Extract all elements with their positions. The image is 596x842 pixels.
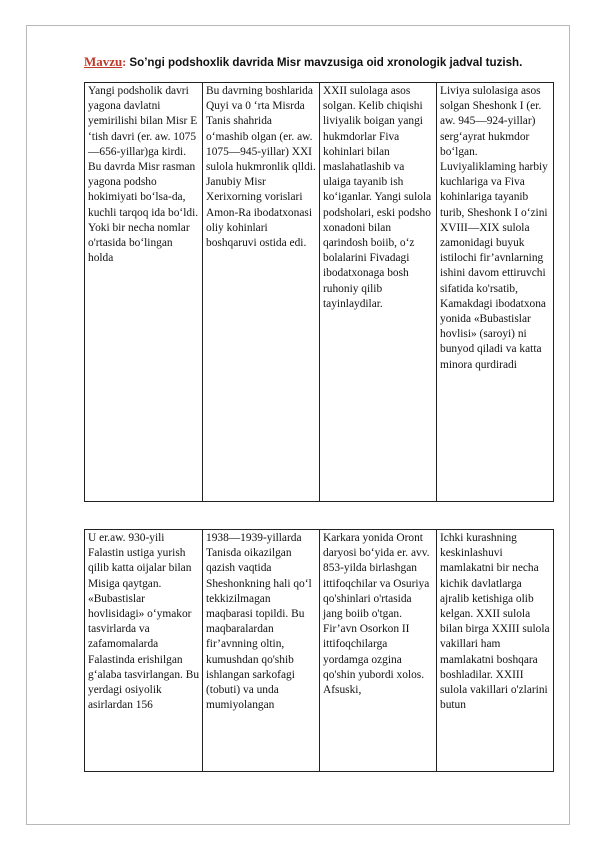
table-row <box>85 83 554 502</box>
topic-title: So’ngi podshoxlik davrida Misr mavzusiga oid xronologik jadval tuzish. <box>126 56 523 69</box>
table-cell: Yangi podsholik davri yagona davlatni yemirilishi bilan Misr E ‘tish davri (er. aw. 1075—656-yillar)ga kirdi. Bu davrda Misr rasman yagona podsho hokimiyati bo‘lsa-da, kuchli tarqoq ida bo‘ldi. Yoki bir necha nomlar o'rtasida bo‘lingan holda <box>85 83 203 502</box>
table-cell: U er.aw. 930-yili Falastin ustiga yurish qilib katta oijalar bilan Misiga qaytgan. «Bubastislar hovlisidagi» o‘ymakor tasvirlarda va zafamomalarda Falastinda erishilgan g‘alaba tasvirlangan. Bu yerdagi osiyolik asirlardan 156 <box>85 530 203 772</box>
chronology-table-1 <box>84 82 554 502</box>
table-cell: Liviya sulolasiga asos solgan Sheshonk I (er. aw. 945—924-yillar) serg‘ayrat hukmdor bo‘lgan. Luviyaliklaming harbiy kuchlariga va Fiva kohinlariga tayanib turib, Sheshonk I o‘zini XVIII—XIX sulola zamonidagi buyuk istilochi fir’avnlarning ishini davom ettiruvchi sifatida ko'rsatib, Kamakdagi ibodatxona yonida «Bubastislar hovlisi» (saroyi) ni bunyod qiladi va katta minora qurdiradi <box>437 83 554 502</box>
table-cell: Karkara yonida Oront daryosi bo‘yida er. avv. 853-yilda birlashgan ittifoqchilar va Osuriya qo'shinlari o'rtasida jang boiib o'tgan. Fir’avn Osorkon II ittifoqchilarga yordamga ozgina qo'shin yubordi xolos. Afsuski, <box>320 530 437 772</box>
table-cell: Bu davrning boshlarida Quyi va 0 ‘rta Misrda Tanis shahrida o‘mashib olgan (er. aw. 1075—945-yillar) XXI sulola hukmronlik qlldi. Janubiy Misr Xerixorning vorislari Amon-Ra ibodatxonasi oliy kohinlari boshqaruvi ostida edi. <box>203 83 320 502</box>
table-cell: XXII sulolaga asos solgan. Kelib chiqishi liviyalik boigan yangi hukmdorlar Fiva kohinlari bilan maslahatlashib va ulaiga tayanib ish ko‘iganlar. Yangi sulola podsholari, eski podsho xonadoni bilan qarindosh boiib, o‘z bolalarini Fivadagi ibodatxonaga bosh ruhoniy qilib tayinlaydilar. <box>320 83 437 502</box>
table-row <box>85 530 554 772</box>
page-title <box>84 55 522 70</box>
table-cell: 1938—1939-yillarda Tanisda oikazilgan qazish vaqtida Sheshonkning hali qo‘l tekkizilmagan maqbarasi topildi. Bu maqbaralardan fir’avnning oltin, kumushdan qo'shib ishlangan sarkofagi (tobuti) va unda mumiyolangan <box>203 530 320 772</box>
topic-colon: : <box>122 56 127 69</box>
topic-label: Mavzu <box>84 54 123 69</box>
chronology-table-2 <box>84 529 554 772</box>
table-cell: Ichki kurashning keskinlashuvi mamlakatni bir necha kichik davlatlarga ajralib ketishiga olib kelgan. XXII sulola bilan birga XXIII sulola vakillari ham mamlakatni boshqara boshladilar. XXIII sulola vakillari o'zlarini butun <box>437 530 554 772</box>
